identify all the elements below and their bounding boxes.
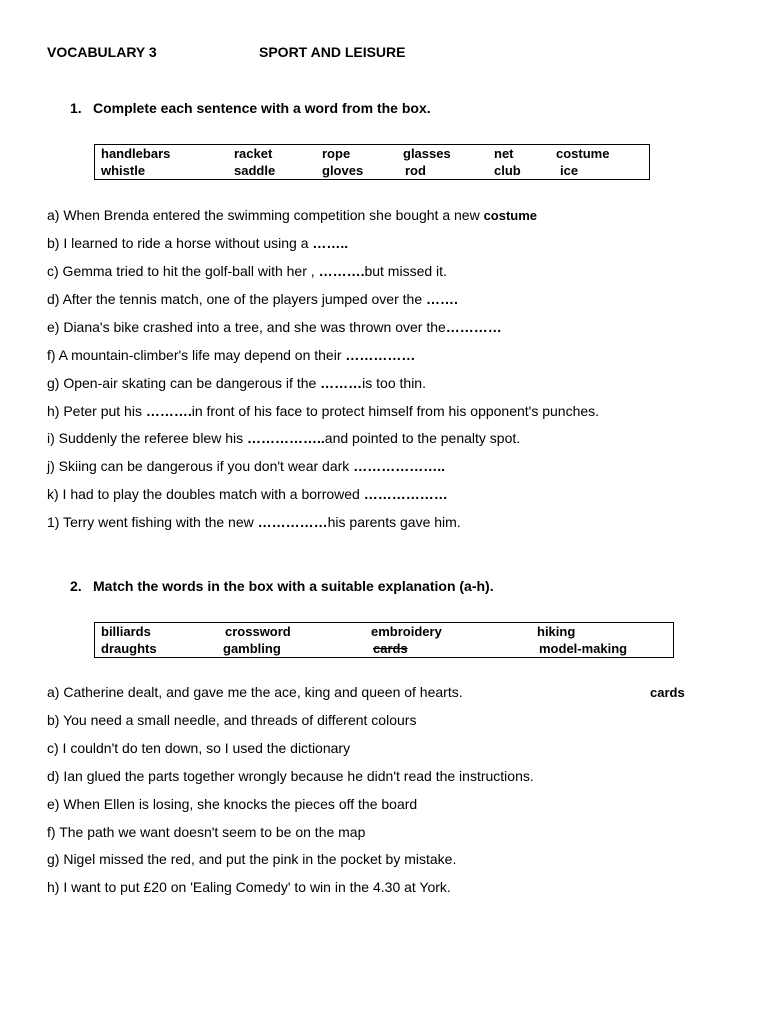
section2-number: 2.	[70, 578, 82, 594]
word-box-1-item: gloves	[322, 163, 364, 178]
section2-instruction: Match the words in the box with a suitable explanation (a-h).	[93, 578, 494, 594]
sentence-a: a) When Brenda entered the swimming competition she bought a new costume	[47, 207, 538, 223]
sentence-i: i) Suddenly the referee blew his ……………..and pointed to the penalty spot.	[47, 430, 521, 446]
sentence-k: k) I had to play the doubles match with a borrowed ………………	[47, 486, 448, 502]
explanation-a-answer: cards	[650, 685, 685, 700]
word-box-2-item: gambling	[223, 641, 281, 656]
sentence-c: c) Gemma tried to hit the golf-ball with her , ……….but missed it.	[47, 263, 447, 279]
word-box-1-item: saddle	[234, 163, 276, 178]
word-box-2-item: billiards	[101, 624, 151, 639]
answer-blank: ……………..	[247, 430, 325, 446]
section1-number: 1.	[70, 100, 82, 116]
explanation-f: f) The path we want doesn't seem to be on the map	[47, 824, 366, 840]
word-box-1-item: rod	[405, 163, 426, 178]
sentence-j: j) Skiing can be dangerous if you don't wear dark ………………..	[47, 458, 445, 474]
answer-blank: …….	[426, 291, 458, 307]
answer-blank: ………………	[363, 486, 448, 502]
answer-blank: ………………..	[353, 458, 445, 474]
answer-blank: ……….	[318, 263, 365, 279]
answer-blank: ……..	[312, 235, 349, 251]
sentence-b: b) I learned to ride a horse without using a ……..	[47, 235, 349, 251]
word-box-2-item: model-making	[539, 641, 628, 656]
sentence-l: 1) Terry went fishing with the new ……………his parents gave him.	[47, 514, 461, 530]
word-box-2-item: embroidery	[371, 624, 442, 639]
sentence-f: f) A mountain-climber's life may depend on their ……………	[47, 347, 416, 363]
answer-blank: ………	[320, 375, 363, 391]
word-box-2-item-struck: cards	[373, 641, 408, 656]
explanation-c: c) I couldn't do ten down, so I used the dictionary	[47, 740, 351, 756]
explanation-b: b) You need a small needle, and threads of different colours	[47, 712, 417, 728]
explanation-h: h) I want to put £20 on 'Ealing Comedy' to win in the 4.30 at York.	[47, 879, 451, 895]
answer-blank: ……………	[257, 514, 328, 530]
worksheet-title: VOCABULARY 3	[47, 44, 157, 60]
word-box-1-item: whistle	[101, 163, 146, 178]
word-box-1-item: racket	[234, 146, 273, 161]
worksheet-topic: SPORT AND LEISURE	[259, 44, 406, 60]
word-box-1-item: net	[494, 146, 514, 161]
word-box-1-item: costume	[556, 146, 610, 161]
word-box-1-item: glasses	[403, 146, 451, 161]
sentence-d: d) After the tennis match, one of the players jumped over the …….	[47, 291, 458, 307]
word-box-1	[94, 144, 650, 180]
word-box-2-item: crossword	[225, 624, 291, 639]
answer-text: costume	[483, 208, 538, 223]
answer-blank: ……………	[345, 347, 416, 363]
word-box-2-item: hiking	[537, 624, 576, 639]
word-box-1-item: club	[494, 163, 521, 178]
explanation-a: a) Catherine dealt, and gave me the ace, king and queen of hearts.	[47, 684, 463, 700]
word-box-2	[94, 622, 674, 658]
word-box-1-item: handlebars	[101, 146, 171, 161]
sentence-h: h) Peter put his ……….in front of his face to protect himself from his opponent's punches.	[47, 403, 600, 419]
section1-instruction: Complete each sentence with a word from the box.	[93, 100, 431, 116]
word-box-1-item: ice	[560, 163, 579, 178]
sentence-g: g) Open-air skating can be dangerous if the ………is too thin.	[47, 375, 426, 391]
answer-blank: ……….	[145, 403, 192, 419]
explanation-d: d) Ian glued the parts together wrongly because he didn't read the instructions.	[47, 768, 534, 784]
answer-blank: …………	[445, 319, 502, 335]
explanation-g: g) Nigel missed the red, and put the pink in the pocket by mistake.	[47, 851, 457, 867]
word-box-2-item: draughts	[101, 641, 157, 656]
word-box-1-item: rope	[322, 146, 351, 161]
sentence-e: e) Diana's bike crashed into a tree, and she was thrown over the…………	[47, 319, 502, 335]
explanation-e: e) When Ellen is losing, she knocks the pieces off the board	[47, 796, 418, 812]
